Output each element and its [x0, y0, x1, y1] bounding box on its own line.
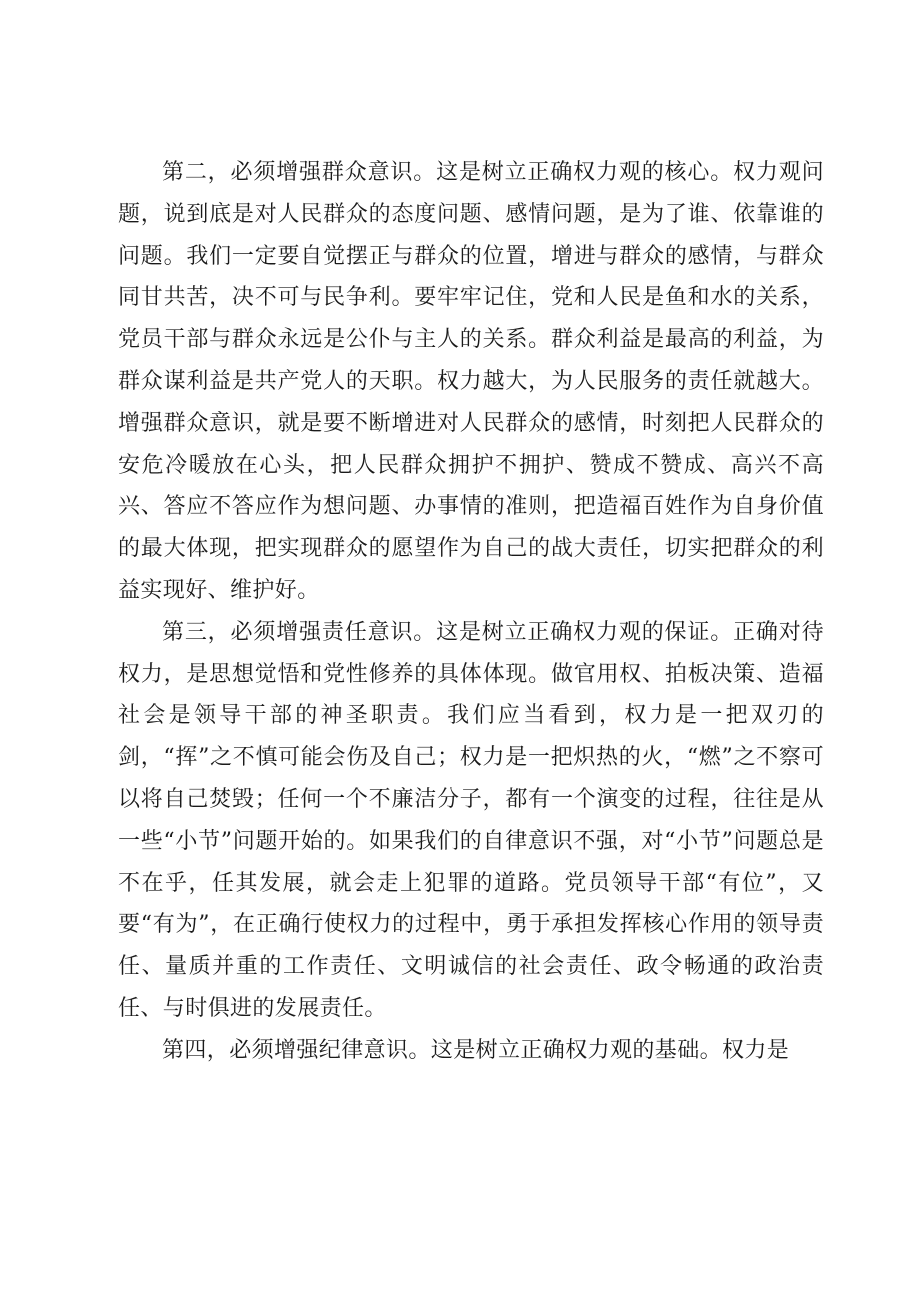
paragraph-mass-awareness: 第二，必须增强群众意识。这是树立正确权力观的核心。权力观问题，说到底是对人民群众的态度问题、感情问题，是为了谁、依靠谁的问题。我们一定要自觉摆正与群众的位置，增进与群众的感情，与群众同甘共苦，决不可与民争利。要牢牢记住，党和人民是鱼和水的关系，党员干部与群众永远是公仆与主人的关系。群众利益是最高的利益，为群众谋利益是共产党人的天职。权力越大，为人民服务的责任就越大。增强群众意识，就是要不断增进对人民群众的感情，时刻把人民群众的安危冷暖放在心头，把人民群众拥护不拥护、赞成不赞成、高兴不高兴、答应不答应作为想问题、办事情的准则，把造福百姓作为自身价值的最大体现，把实现群众的愿望作为自己的战大责任，切实把群众的利益实现好、维护好。 [118, 160, 824, 603]
paragraph-discipline-awareness: 第四，必须增强纪律意识。这是树立正确权力观的基础。权力是 [162, 1037, 790, 1063]
paragraph-responsibility-awareness: 第三，必须增强责任意识。这是树立正确权力观的保证。正确对待权力，是思想觉悟和党性修养的具体体现。做官用权、拍板决策、造福社会是领导干部的神圣职责。我们应当看到，权力是一把双刃的剑，“挥”之不慎可能会伤及自己；权力是一把炽热的火，“燃”之不察可以将自己焚毁；任何一个不廉洁分子，都有一个演变的过程，往往是从一些“小节”问题开始的。如果我们的自律意识不强，对“小节”问题总是不在乎，任其发展，就会走上犯罪的道路。党员领导干部“有位”，又要“有为”，在正确行使权力的过程中，勇于承担发挥核心作用的领导责任、量质并重的工作责任、文明诚信的社会责任、政令畅通的政治责任、与时俱进的发展责任。 [118, 619, 824, 1021]
document-body [118, 152, 824, 1072]
